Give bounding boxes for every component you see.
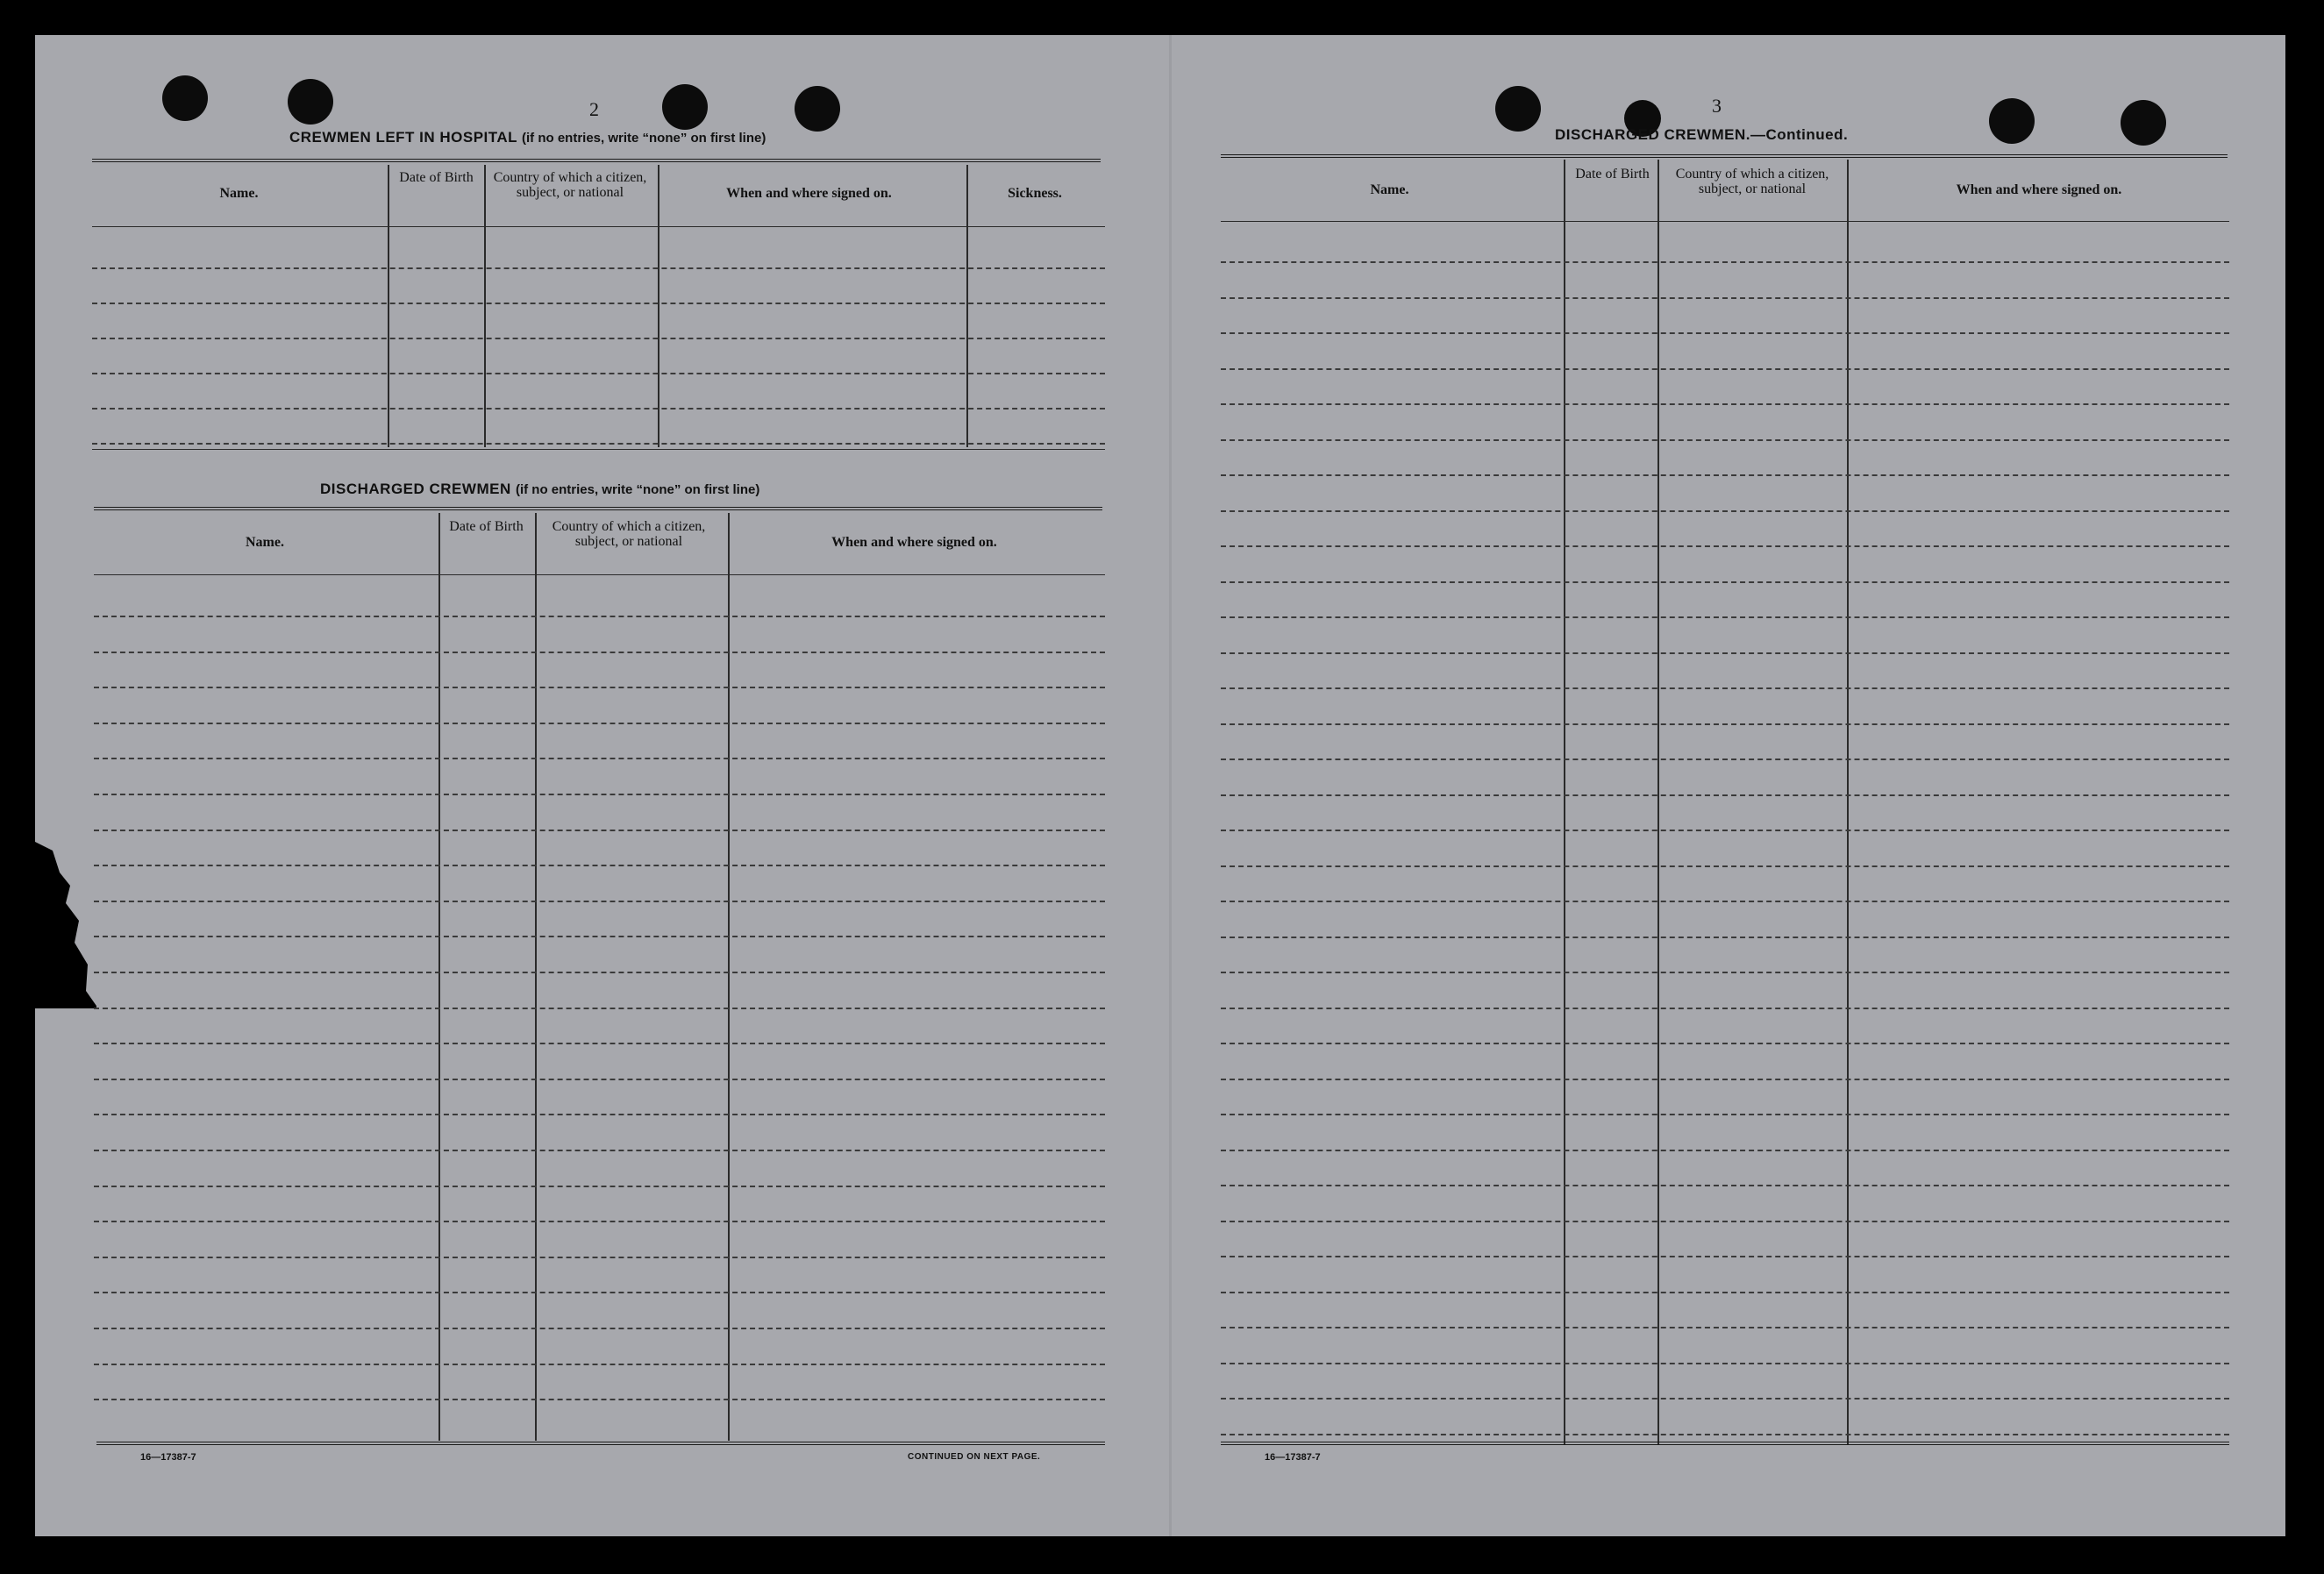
document-paper xyxy=(35,35,2285,1536)
entry-line xyxy=(1221,581,2229,583)
hospital-col-divider xyxy=(658,165,659,447)
entry-line xyxy=(94,1114,1105,1115)
entry-line xyxy=(1221,403,2229,405)
entry-line xyxy=(94,1257,1105,1258)
entry-line xyxy=(92,267,1105,269)
entry-line xyxy=(94,1221,1105,1222)
entry-line xyxy=(1221,297,2229,299)
entry-line xyxy=(1221,474,2229,476)
continued-col-divider xyxy=(1564,160,1565,1444)
continued-col-divider xyxy=(1847,160,1849,1444)
hospital-col-country: Country of which a citizen, subject, or national xyxy=(493,170,647,200)
discharged-col-signed: When and where signed on. xyxy=(831,535,997,550)
entry-line xyxy=(1221,830,2229,831)
entry-line xyxy=(1221,1434,2229,1435)
entry-line xyxy=(1221,652,2229,654)
entry-line xyxy=(94,1292,1105,1293)
continued-col-signed: When and where signed on. xyxy=(1956,182,2122,197)
entry-line xyxy=(1221,332,2229,334)
hospital-section-title xyxy=(289,129,766,146)
entry-line xyxy=(92,303,1105,304)
discharged-note-text: (if no entries, write “none” on first line) xyxy=(515,482,760,497)
entry-line xyxy=(1221,1043,2229,1044)
entry-line xyxy=(1221,1327,2229,1328)
page-number: 3 xyxy=(1712,95,1722,117)
entry-line xyxy=(94,1399,1105,1400)
discharged-col-name: Name. xyxy=(246,535,284,550)
discharged-continued-title: DISCHARGED CREWMEN.—Continued. xyxy=(1555,126,1849,143)
entry-line xyxy=(1221,368,2229,370)
entry-line xyxy=(94,901,1105,902)
hospital-header-rule xyxy=(92,226,1105,227)
entry-line xyxy=(1221,1363,2229,1364)
entry-line xyxy=(1221,901,2229,902)
entry-line xyxy=(94,723,1105,724)
hospital-col-dob: Date of Birth xyxy=(399,170,474,185)
discharged-col-dob: Date of Birth xyxy=(449,519,524,534)
page-fold xyxy=(1169,35,1172,1536)
continued-col-divider xyxy=(1657,160,1659,1444)
entry-line xyxy=(1221,545,2229,547)
hospital-col-name: Name. xyxy=(219,186,259,201)
discharged-section-title xyxy=(320,481,759,498)
entry-line xyxy=(94,1079,1105,1080)
entry-line xyxy=(92,408,1105,410)
entry-line xyxy=(94,1364,1105,1365)
entry-line xyxy=(94,1186,1105,1187)
entry-line xyxy=(94,830,1105,831)
entry-line xyxy=(94,758,1105,759)
entry-line xyxy=(92,443,1105,445)
discharged-table-top-rule xyxy=(94,507,1102,510)
form-number: 16—17387-7 xyxy=(140,1452,196,1463)
hospital-bottom-rule xyxy=(92,449,1105,450)
entry-line xyxy=(1221,616,2229,618)
continued-col-name: Name. xyxy=(1370,182,1409,197)
entry-line xyxy=(94,936,1105,937)
entry-line xyxy=(94,972,1105,973)
hospital-col-divider xyxy=(388,165,389,447)
entry-line xyxy=(1221,759,2229,760)
hospital-col-divider xyxy=(966,165,968,447)
continued-table-top-rule xyxy=(1221,154,2228,158)
entry-line xyxy=(1221,1221,2229,1222)
entry-line xyxy=(1221,687,2229,689)
entry-line xyxy=(94,1150,1105,1151)
entry-line xyxy=(1221,1008,2229,1009)
hospital-title-text: CREWMEN LEFT IN HOSPITAL xyxy=(289,129,517,146)
entry-line xyxy=(94,652,1105,653)
discharged-bottom-rule xyxy=(96,1442,1105,1445)
entry-line xyxy=(1221,1114,2229,1115)
discharged-header-rule xyxy=(94,574,1105,575)
hospital-col-divider xyxy=(484,165,486,447)
entry-line xyxy=(94,1043,1105,1044)
page-number: 2 xyxy=(589,98,599,120)
hospital-col-signed: When and where signed on. xyxy=(726,186,892,201)
entry-line xyxy=(1221,1292,2229,1293)
continued-bottom-rule xyxy=(1221,1442,2229,1445)
entry-line xyxy=(1221,1150,2229,1151)
entry-line xyxy=(94,865,1105,866)
right-page xyxy=(1175,35,2285,1536)
entry-line xyxy=(1221,1079,2229,1080)
entry-line xyxy=(94,616,1105,617)
entry-line xyxy=(1221,937,2229,938)
hospital-note-text: (if no entries, write “none” on first line) xyxy=(522,131,766,146)
entry-line xyxy=(1221,1398,2229,1400)
entry-line xyxy=(1221,1256,2229,1257)
entry-line xyxy=(1221,1185,2229,1186)
entry-line xyxy=(1221,972,2229,973)
entry-line xyxy=(94,1008,1105,1009)
left-page xyxy=(35,35,1166,1536)
hospital-col-sickness: Sickness. xyxy=(1008,186,1062,201)
continued-header-rule xyxy=(1221,221,2229,222)
discharged-col-country: Country of which a citizen, subject, or national xyxy=(552,519,706,549)
hospital-table-top-rule xyxy=(92,159,1101,162)
discharged-title-text: DISCHARGED CREWMEN xyxy=(320,481,511,497)
form-number: 16—17387-7 xyxy=(1265,1452,1321,1463)
continued-col-country: Country of which a citizen, subject, or national xyxy=(1675,167,1829,196)
entry-line xyxy=(92,373,1105,374)
entry-line xyxy=(1221,510,2229,512)
entry-line xyxy=(1221,261,2229,263)
entry-line xyxy=(92,338,1105,339)
entry-line xyxy=(94,794,1105,795)
continued-note: CONTINUED ON NEXT PAGE. xyxy=(908,1452,1041,1462)
entry-line xyxy=(1221,794,2229,796)
entry-line xyxy=(94,1328,1105,1329)
entry-line xyxy=(94,687,1105,688)
continued-col-dob: Date of Birth xyxy=(1575,167,1650,182)
entry-line xyxy=(1221,865,2229,867)
entry-line xyxy=(1221,723,2229,725)
entry-line xyxy=(1221,439,2229,441)
